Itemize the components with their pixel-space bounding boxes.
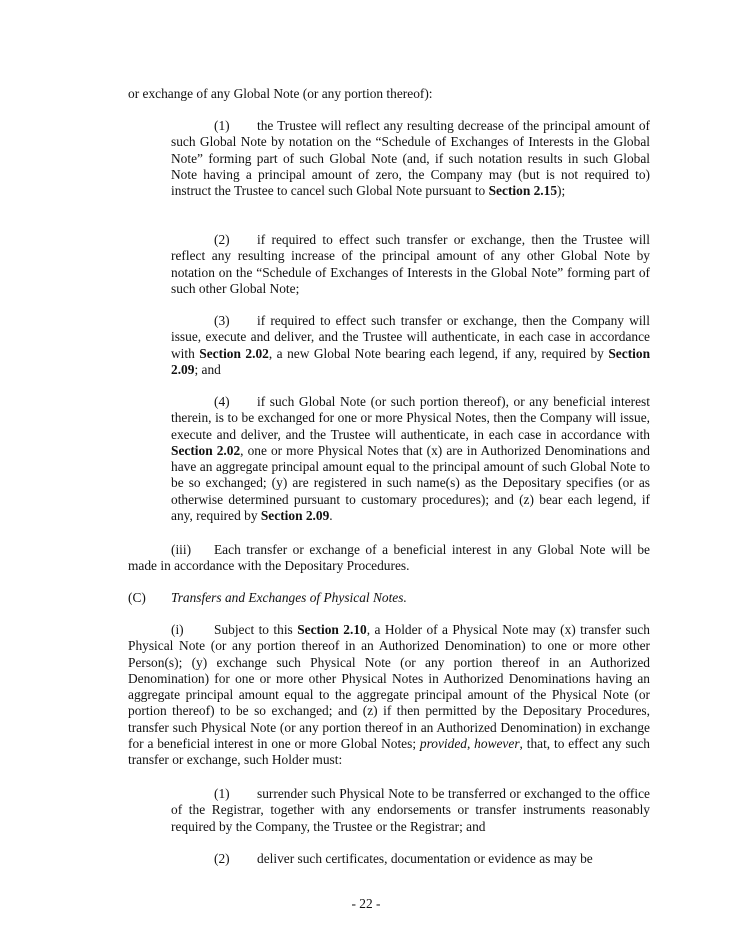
item-number: (2): [214, 232, 230, 247]
item-a3: (3) if required to effect such transfer or exchange, then the Company will issue, execute and deliver, and the Trustee will authenticate, in each case in accordance with Section 2.02, a new Global Note bearing each legend, if any, required by Section 2.09; and: [171, 313, 651, 377]
section-ref: Section 2.09: [260, 508, 330, 524]
section-ref: Section 2.15: [488, 183, 558, 199]
heading-title: Transfers and Exchanges of Physical Notes.: [171, 590, 407, 605]
section-ref: Section 2.02: [171, 442, 241, 458]
heading-number: (C): [128, 590, 146, 605]
intro-line: or exchange of any Global Note (or any portion thereof):: [128, 86, 433, 101]
item-a1: (1) the Trustee will reflect any resulting decrease of the principal amount of such Global Note by notation on the “Schedule of Exchanges of Interests in the Global Note” forming part of such Global Note (and, if such notation results in such Global Note having a principal amount of zero, the Company may (but is not required to) instruct the Trustee to cancel such Global Note pursuant to Section 2.15);: [171, 118, 650, 199]
item-number: (i): [171, 622, 184, 637]
paragraph-iii: (iii) Each transfer or exchange of a beneficial interest in any Global Note will be made in accordance with the Depositary Procedures.: [128, 542, 650, 574]
item-number: (2): [214, 851, 230, 866]
item-number: (3): [214, 313, 230, 328]
item-a4: (4) if such Global Note (or such portion thereof), or any beneficial interest therein, is to be exchanged for one or more Physical Notes, then the Company will issue, execute and deliver, and the Trustee will authenticate, in each case in accordance with Section 2.02, one or more Physical Notes that (x) are in Authorized Denominations and have an aggregate principal amount equal to the principal amount of such Global Note to be so exchanged; (y) are registered in such name(s) as the Depositary specifies (or as otherwise determined pursuant to customary procedures); and (z) bear each legend, if any, required by Section 2.09.: [171, 394, 651, 524]
section-ref: Section 2.09: [171, 345, 651, 377]
item-a2: (2) if required to effect such transfer or exchange, then the Trustee will reflect any resulting increase of the principal amount of any other Global Note by notation on the “Schedule of Exchanges of Interests in the Global Note” forming part of such other Global Note;: [171, 232, 650, 296]
section-ref: Section 2.10: [297, 622, 367, 637]
item-number: (1): [214, 118, 230, 133]
item-b2: (2) deliver such certificates, documentation or evidence as may be: [214, 851, 593, 866]
page-number: - 22 -: [351, 896, 381, 911]
item-number: (1): [214, 786, 230, 801]
section-ref: Section 2.02: [199, 345, 269, 361]
item-number: (iii): [171, 542, 192, 557]
heading-c: [128, 590, 650, 606]
item-b1: (1) surrender such Physical Note to be transferred or exchanged to the office of the Registrar, together with any endorsements or transfer instruments reasonably required by the Company, the Trustee or the Registrar; and: [171, 786, 650, 834]
paragraph-i: (i) Subject to this Section 2.10, a Holder of a Physical Note may (x) transfer such Physical Note (or any portion thereof in an Authorized Denomination) to one or more other Person(s); (y) exchange such Physical Note (or any portion thereof in an Authorized Denomination) for one or more other Physical Notes in Authorized Denominations having an aggregate principal amount equal to the aggregate principal amount of the Physical Note (or portion thereof) to be so exchanged; and (z) if then permitted by the Depositary Procedures, transfer such Physical Note (or any portion thereof in an Authorized Denomination) in exchange for a beneficial interest in one or more Global Notes; provided, however, that, to effect any such transfer or exchange, such Holder must:: [128, 622, 651, 768]
item-number: (4): [214, 394, 230, 409]
